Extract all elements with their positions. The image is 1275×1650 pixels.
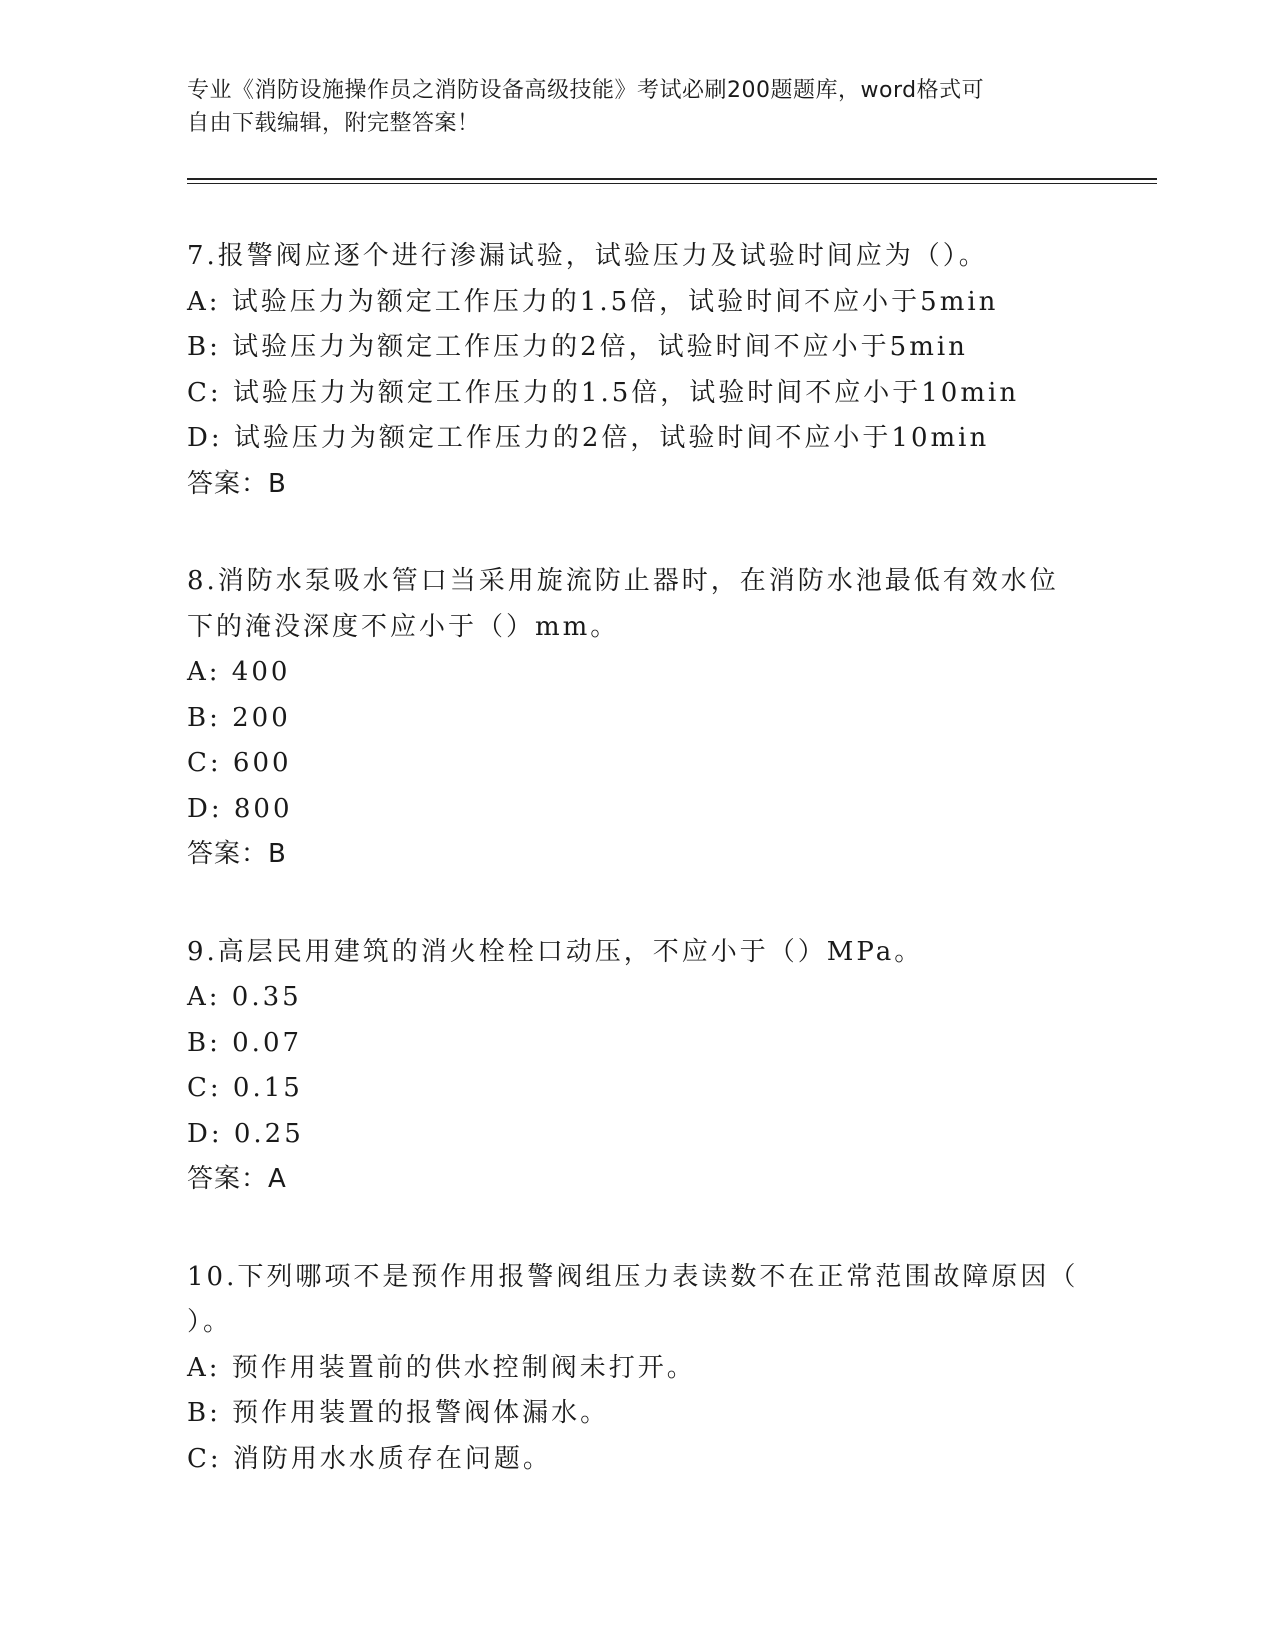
question-8 [187,559,1087,878]
question-text: 8.消防水泵吸水管口当采用旋流防止器时，在消防水池最低有效水位 [187,566,1059,596]
option-d: D: 800 [187,793,293,824]
option-b: B: 预作用装置的报警阀体漏水。 [187,1398,610,1428]
document-header [187,74,1087,140]
question-7 [187,234,1087,507]
answer-label: 答案：B [187,468,287,499]
question-text: 9.高层民用建筑的消火栓栓口动压，不应小于（）MPa。 [187,936,924,967]
option-a: A: 0.35 [187,982,302,1012]
option-c: C: 消防用水水质存在问题。 [187,1443,552,1474]
option-a: A: 400 [187,657,291,687]
option-c: C: 0.15 [187,1073,303,1103]
option-a: A: 试验压力为额定工作压力的1.5倍，试验时间不应小于5min [187,286,999,317]
question-9 [187,930,1087,1203]
option-c: C: 600 [187,748,292,778]
option-b: B: 试验压力为额定工作压力的2倍，试验时间不应小于5min [187,332,968,362]
option-d: D: 试验压力为额定工作压力的2倍，试验时间不应小于10min [187,423,990,453]
question-text: 7.报警阀应逐个进行渗漏试验，试验压力及试验时间应为（）。 [187,241,988,271]
question-10 [187,1255,1087,1483]
header-line-1: 专业《消防设施操作员之消防设备高级技能》考试必刷200题题库，word格式可 [187,78,985,103]
question-text: 10.下列哪项不是预作用报警阀组压力表读数不在正常范围故障原因（ [187,1261,1079,1292]
option-a: A: 预作用装置前的供水控制阀未打开。 [187,1352,696,1383]
option-b: B: 0.07 [187,1027,303,1058]
header-divider-thin [187,183,1157,184]
question-list [187,234,1087,1534]
option-c: C: 试验压力为额定工作压力的1.5倍，试验时间不应小于10min [187,377,1020,408]
answer-label: 答案：A [187,1164,287,1194]
answer-label: 答案：B [187,839,287,869]
header-line-2: 自由下载编辑，附完整答案！ [187,111,480,136]
option-b: B: 200 [187,702,291,733]
option-d: D: 0.25 [187,1118,304,1149]
header-divider-thick [187,178,1157,180]
question-text-continued: ）。 [187,1307,233,1337]
question-text-continued: 下的淹没深度不应小于（）mm。 [187,611,620,642]
